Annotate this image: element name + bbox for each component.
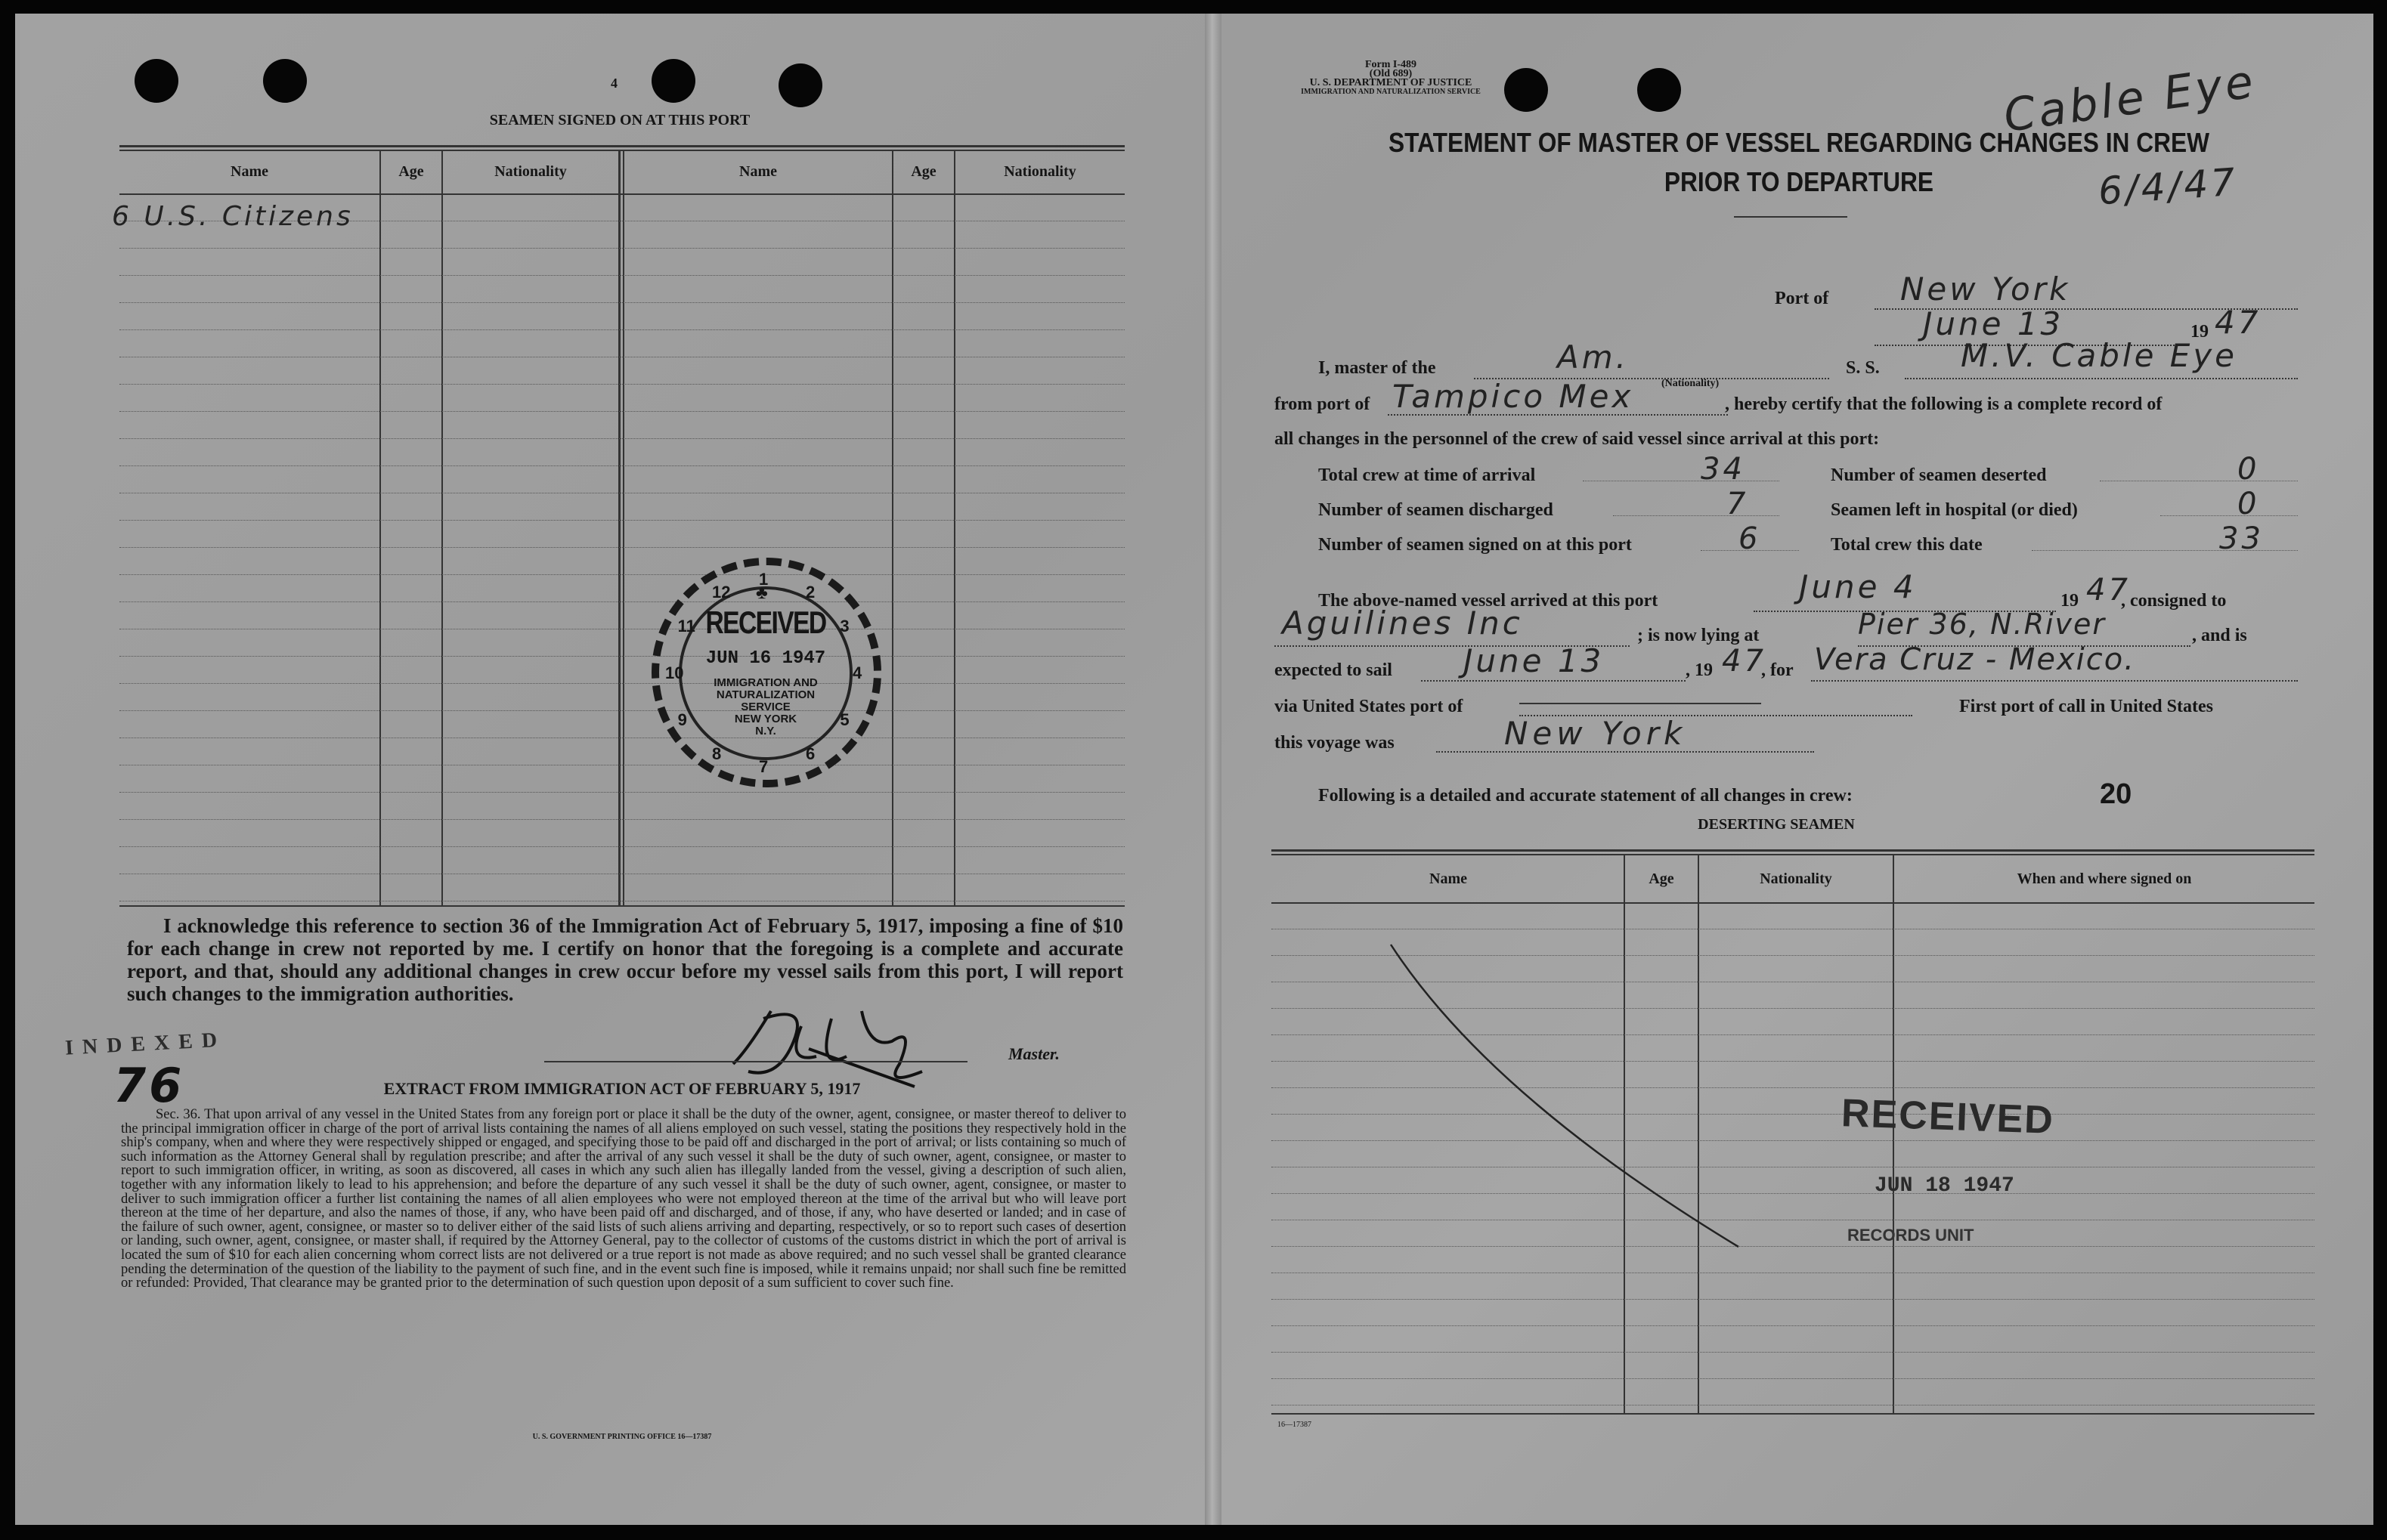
stamp-ring-number: 2: [806, 582, 816, 601]
page-number: 4: [611, 76, 618, 91]
table-row: [1271, 1325, 2314, 1326]
stat-value: 0: [2237, 487, 2260, 521]
stamp-ring-number: 11: [677, 617, 695, 635]
handwritten-date: 6/4/47: [2097, 159, 2240, 214]
stamp-ring-number: 1: [759, 570, 769, 589]
table-row: [1271, 1299, 2314, 1300]
printing-code: 16—17387: [1277, 1421, 1311, 1429]
section-title: SEAMEN SIGNED ON AT THIS PORT: [489, 112, 751, 128]
table-row: [119, 819, 1125, 820]
table-row: [119, 302, 1125, 303]
stamp-ring-number: 3: [840, 617, 850, 635]
table-row: [119, 275, 1125, 276]
via-label: via United States port of: [1274, 697, 1463, 716]
records-unit: RECORDS UNIT: [1847, 1226, 1974, 1245]
stat-label: Number of seamen deserted: [1831, 465, 2047, 485]
indexed-stamp: INDEXED: [64, 1028, 227, 1060]
stamp-received-title: RECEIVED: [705, 605, 826, 640]
following-label: Following is a detailed and accurate statement of all changes in crew:: [1318, 786, 1853, 806]
first-port-label: First port of call in United States: [1959, 697, 2213, 716]
table-row: [119, 438, 1125, 439]
signature-text: [759, 1013, 816, 1025]
expected-label: expected to sail: [1274, 660, 1392, 680]
punch-hole: [1637, 68, 1681, 112]
form-title: STATEMENT OF MASTER OF VESSEL REGARDING CHANGES IN CREW: [1389, 127, 2209, 158]
stamp-ring-number: 7: [759, 757, 769, 776]
col-header-age: Age: [398, 163, 424, 180]
table-row: [119, 384, 1125, 385]
table-row: [119, 465, 1125, 466]
lying-value: Pier 36, N.River: [1858, 608, 2107, 641]
nationality-value: Am.: [1557, 339, 1629, 376]
stamp-date: JUN 16 1947: [705, 648, 826, 669]
col-header-nationality: Nationality: [1004, 163, 1076, 180]
cancel-stroke-icon: [1383, 937, 1761, 1254]
col-header-age: Age: [911, 163, 937, 180]
voyage-label: this voyage was: [1274, 733, 1395, 753]
stat-label: Number of seamen discharged: [1318, 500, 1553, 520]
certify-text: , hereby certify that the following is a complete record of: [1725, 394, 2163, 414]
stamp-ring-number: 5: [840, 710, 850, 729]
punch-hole: [779, 63, 822, 107]
consigned-label: , consigned to: [2121, 591, 2227, 611]
handwritten-vessel: Cable Eye: [2000, 54, 2259, 144]
table-row: [119, 710, 1125, 711]
punch-hole: [652, 59, 695, 103]
expected-year-value: 47: [1722, 644, 1766, 679]
stamp-ring-number: 4: [853, 663, 862, 682]
voyage-value: New York: [1504, 715, 1687, 752]
stat-value: 34: [1701, 452, 1745, 487]
stat-value: 0: [2237, 452, 2260, 487]
arrived-label: The above-named vessel arrived at this port: [1318, 591, 1658, 611]
port-label: Port of: [1775, 289, 1829, 308]
stamp-ring-number: 10: [665, 663, 684, 682]
destination-value: Vera Cruz - Mexico.: [1814, 642, 2135, 677]
stat-label: Number of seamen signed on at this port: [1318, 535, 1632, 555]
page-fold: [1205, 14, 1221, 1525]
table-row: [119, 329, 1125, 330]
form-subtitle: PRIOR TO DEPARTURE: [1664, 166, 1934, 197]
expected-year-prefix: , 19: [1686, 660, 1713, 680]
master-of-label: I, master of the: [1318, 358, 1436, 378]
table-row: [119, 520, 1125, 521]
table-row: [119, 248, 1125, 249]
punch-hole: [1504, 68, 1548, 112]
stat-value: 6: [1738, 521, 1761, 556]
master-label: Master.: [1008, 1044, 1060, 1063]
table-row: [119, 792, 1125, 793]
table-row: [119, 846, 1125, 847]
and-is-label: , and is: [2192, 626, 2247, 645]
extract-text: Sec. 36. That upon arrival of any vessel in the United States from any foreign port or place it shall be the duty of the owner, agent, consignee, or master thereof to deliver to the principal immigration officer in charge of the port of arrival lists containing the names of all aliens employed on such vessel, stating the positions they respectively hold in the ship's company, when and where they were respectively shipped or engaged, and specifying those to be paid off and discharged in the port of arrival; or lists containing so much of such information as the Attorney General shall by regulation prescribe; and after the arrival of any such vessel it shall be the duty of such owner, agent, consignee, or master to report to such immigration officer, in writing, as soon as discovered, all cases in which any such alien has illegally landed from the vessel, giving a description of such alien, together with any information likely to lead to his apprehension; and before the departure of any such vessel it shall be the duty of such owner, agent, consignee, or master to deliver to such immigration officer a further list containing the names of all alien employees who were not employed thereon at the time of the arrival but who will leave port thereon at the time of her departure, and also the names of those, if any, who have been paid off and discharged, and of those, if any, who have deserted or landed; and in case of the failure of such owner, agent, consignee, or master so to deliver either of the said lists of such aliens arriving and departing, respectively, or so to report such cases of desertion or landing, such owner, agent, consignee, or master shall, if required by the Attorney General, pay to the collector of customs of the customs district in which the port of arrival is located the sum of $10 for each alien concerning whom correct lists are not delivered or a true report is not made as above required; and no such vessel shall be granted clearance pending the determination of the question of the liability to the payment of such fine, and in the event such fine is imposed, while it remains unpaid; nor shall such fine be remitted or refunded: Provided, That clearance may be granted prior to the determination of such question upon deposit of a sum sufficient to cover such fine.: [121, 1107, 1126, 1291]
acknowledgment-text: I acknowledge this reference to section 36 of the Immigration Act of February 5, 1917, imposing a fine of $10 for each change in crew not reported by me. I certify on honor that the foregoing is a complete and accurate report, and that, should any additional changes in crew occur before my vessel sails from this port, I will report such changes to the immigration authorities.: [127, 914, 1123, 1005]
from-port-label: from port of: [1274, 394, 1370, 414]
form-header: Form I-489 (Old 689) U. S. DEPARTMENT OF JUSTICE IMMIGRATION AND NATURALIZATION SERVICE: [1301, 59, 1481, 96]
arrived-year-value: 47: [2086, 573, 2131, 608]
table-row-entry: 6 U.S. Citizens: [112, 201, 354, 232]
stamp-ring-number: 8: [712, 744, 722, 764]
year-prefix: 19: [2190, 322, 2209, 342]
table-row: [1271, 1352, 2314, 1353]
stat-label: Total crew this date: [1831, 535, 1983, 555]
stamp-ring-number: 9: [677, 710, 687, 729]
table-row: [119, 547, 1125, 548]
stamp-emblem-icon: ♣: [756, 583, 768, 603]
stamp-ring-number: 12: [712, 582, 731, 601]
ss-value: M.V. Cable Eye: [1961, 337, 2238, 374]
table-row: [119, 411, 1125, 412]
scanned-document: [15, 14, 2373, 1525]
expected-value: June 13: [1463, 642, 1605, 679]
deserting-title: DESERTING SEAMEN: [1698, 816, 1855, 833]
port-value: New York: [1900, 271, 2071, 308]
records-received-date: JUN 18 1947: [1875, 1174, 2014, 1198]
table-row: [119, 683, 1125, 684]
col-header-name: Name: [739, 163, 777, 180]
year-value: 47: [2215, 304, 2262, 341]
for-label: , for: [1761, 660, 1794, 680]
arrived-value: June 4: [1799, 568, 1917, 605]
stat-label: Total crew at time of arrival: [1318, 465, 1536, 485]
lying-label: ; is now lying at: [1637, 626, 1760, 645]
table-row: [1271, 1378, 2314, 1379]
stamp-agency: IMMIGRATION AND NATURALIZATION SERVICE NEW YORK N.Y.: [714, 676, 818, 738]
col-header-name: Name: [231, 163, 268, 180]
punch-hole: [135, 59, 178, 103]
stat-label: Seamen left in hospital (or died): [1831, 500, 2078, 520]
table-row: [119, 656, 1125, 657]
col-header-nationality: Nationality: [1760, 871, 1832, 887]
stat-value: 7: [1726, 487, 1749, 521]
punch-hole: [263, 59, 307, 103]
col-header-nationality: Nationality: [494, 163, 567, 180]
indexed-mark: 76: [113, 1058, 185, 1113]
page-mark: 20: [2100, 778, 2132, 810]
col-header-age: Age: [1649, 871, 1674, 887]
col-header-signed-on: When and where signed on: [2017, 871, 2192, 887]
extract-title: EXTRACT FROM IMMIGRATION ACT OF FEBRUARY 5, 1917: [383, 1079, 861, 1098]
ss-label: S. S.: [1846, 358, 1880, 378]
stamp-ring-number: 6: [806, 744, 816, 764]
records-received-title: RECEIVED: [1841, 1091, 2055, 1143]
table-row: [119, 601, 1125, 602]
consignee-value: Aguilines Inc: [1282, 605, 1523, 642]
arrived-year-prefix: 19: [2060, 591, 2079, 611]
table-row: [119, 574, 1125, 575]
date-value: June 13: [1923, 305, 2064, 342]
stat-value: 33: [2219, 521, 2264, 556]
printing-office: U. S. GOVERNMENT PRINTING OFFICE 16—17387: [532, 1433, 712, 1441]
col-header-name: Name: [1429, 871, 1467, 887]
from-port-value: Tampico Mex: [1392, 378, 1634, 415]
certify-text-2: all changes in the personnel of the crew of said vessel since arrival at this port:: [1274, 429, 1880, 449]
nationality-caption: (Nationality): [1661, 378, 1720, 389]
